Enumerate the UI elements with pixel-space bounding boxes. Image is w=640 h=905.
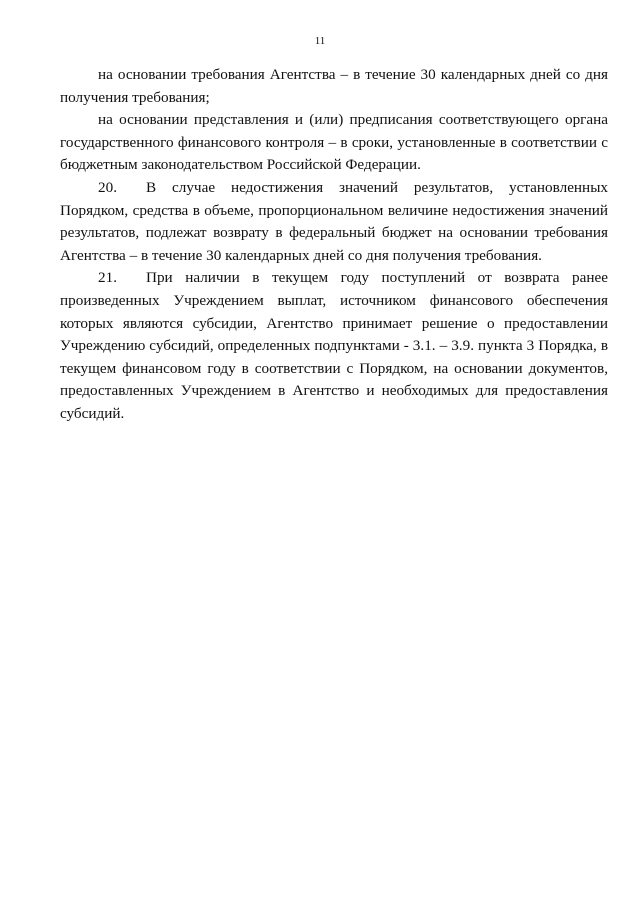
paragraph-text: на основании требования Агентства – в течение 30 календарных дней со дня получения требования; — [60, 66, 608, 106]
paragraph-text: В случае недостижения значений результатов, установленных Порядком, средства в объеме, пропорциональном величине недостижения значений результатов, подлежат возврату в федеральный бюджет на основании требования Агентства – в течение 30 календарных дней со дня получения требования. — [60, 178, 608, 264]
paragraph-number: 21. — [98, 269, 117, 287]
paragraph-20 — [60, 177, 608, 267]
page-number: 11 — [314, 35, 326, 47]
paragraph-claim-by-control-body — [60, 109, 608, 177]
paragraph-number: 20. — [98, 178, 117, 196]
paragraph-claim-by-requirement — [60, 64, 608, 109]
paragraph-21 — [60, 267, 608, 425]
paragraph-text: на основании представления и (или) предписания соответствующего органа государственного финансового контроля – в сроки, установленные в соответствии с бюджетным законодательством Российской Федерации. — [60, 111, 608, 174]
document-body — [60, 64, 608, 426]
paragraph-text: При наличии в текущем году поступлений от возврата ранее произведенных Учреждением выплат, источником финансового обеспечения которых являются субсидии, Агентство принимает решение о предоставлении Учреждению субсидий, определенных подпунктами - 3.1. – 3.9. пункта 3 Порядка, в текущем финансовом году в соответствии с Порядком, на основании документов, предоставленных Учреждением в Агентство и необходимых для предоставления субсидий. — [60, 269, 608, 422]
